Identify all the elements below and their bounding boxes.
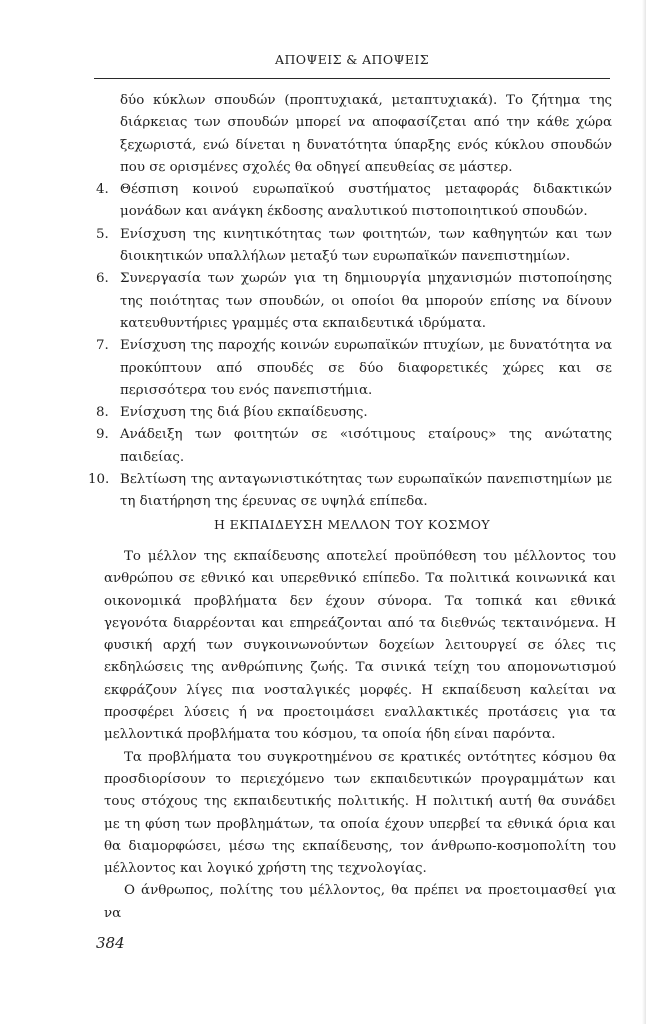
list-item-8 <box>96 402 612 424</box>
list-item-number: 10. <box>88 472 110 488</box>
list-item-7 <box>96 335 612 402</box>
paragraph: Το μέλλον της εκπαίδευσης αποτελεί προϋπόθεση του μέλλοντος του ανθρώπου σε εθνικό και υπερεθνικό επίπεδο. Τα πολιτικά κοινωνικά και οικονομικά προβλήματα δεν έχουν σύνορα. Τα τοπικά και εθνικά γεγονότα διαρρέονται και επηρεάζονται από τα διεθνώς τεκταινόμενα. Η φυσική αρχή των συγκοινωνούντων δοχείων λειτουργεί σε όλες τις εκδηλώσεις της ανθρώπινης ζωής. Τα σινικά τείχη του απομονωτισμού εκφράζουν λίγες πια νοσταλγικές μορφές. Η εκπαίδευση καλείται να προσφέρει λύσεις ή να προετοιμάσει εναλλακτικές προτάσεις για τα μελλοντικά προβλήματα του κόσμου, τα οποία ήδη είναι παρόντα. <box>104 549 616 743</box>
header-rule <box>94 78 610 79</box>
list-item-10 <box>90 469 612 514</box>
list-item-5 <box>96 224 612 269</box>
list-item-text: Συνεργασία των χωρών για τη δημιουργία μηχανισμών πιστοποίησης της ποιότητας των σπουδών, οι οποίοι θα μπορούν επίσης να δίνουν κατευθυντήριες γραμμές στα εκπαιδευτικά ιδρύματα. <box>120 271 612 331</box>
list-item-number: 8. <box>96 405 109 421</box>
list-item-text: δύο κύκλων σπουδών (προπτυχιακά, μεταπτυχιακά). Το ζήτημα της διάρκειας των σπουδών μπορεί να αποφασίζεται από την κάθε χώρα ξεχωριστά, ενώ δίνεται η δυνατότητα ύπαρξης ενός κύκλου σπουδών που σε ορισμένες σχολές θα οδηγεί απευθείας σε μάστερ. <box>120 93 612 175</box>
list-item-number: 7. <box>96 338 109 354</box>
paragraph: Τα προβλήματα του συγκροτημένου σε κρατικές οντότητες κόσμου θα προσδιορίσουν το περιεχόμενο των εκπαιδευτικών προγραμμάτων και τους στόχους της εκπαιδευτικής πολιτικής. Η πολιτική αυτή θα συνάδει με τη φύση των προβλημάτων, τα οποία έχουν υπερβεί τα εθνικά όρια και θα διαμορφώσει, μέσω της εκπαίδευσης, τον άνθρωπο-κοσμοπολίτη του μέλλοντος και λογικό χρήστη της τεχνολογίας. <box>104 749 616 877</box>
list-item-text: Θέσπιση κοινού ευρωπαϊκού συστήματος μεταφοράς διδακτικών μονάδων και ανάγκη έκδοσης αναλυτικού πιστοποιητικού σπουδών. <box>120 182 612 220</box>
list-item-number: 9. <box>96 427 109 443</box>
paragraph: Ο άνθρωπος, πολίτης του μέλλοντος, θα πρέπει να προετοιμασθεί για να <box>104 883 616 921</box>
page-number: 384 <box>96 934 125 952</box>
list-item-number: 6. <box>96 271 109 287</box>
list-item-continuation <box>96 90 612 179</box>
list-item-text: Ενίσχυση της διά βίου εκπαίδευσης. <box>120 405 368 421</box>
list-item-9 <box>96 424 612 469</box>
list-item-text: Ενίσχυση της κινητικότητας των φοιτητών, των καθηγητών και των διοικητικών υπαλλήλων μεταξύ των ευρωπαϊκών πανεπιστημίων. <box>120 226 612 265</box>
list-item-6 <box>96 268 612 335</box>
list-item-text: Ενίσχυση της παροχής κοινών ευρωπαϊκών πτυχίων, με δυνατότητα να προκύπτουν από σπουδές σε δύο διαφορετικές χώρες και σε περισσότερα του ενός πανεπιστήμια. <box>120 338 612 398</box>
list-item-number: 4. <box>96 182 109 198</box>
list-item-text: Βελτίωση της ανταγωνιστικότητας των ευρωπαϊκών πανεπιστημίων με τη διατήρηση της έρευνας σε υψηλά επίπεδα. <box>120 472 612 510</box>
section-title: Η ΕΚΠΑΙΔΕΥΣΗ ΜΕΛΛΟΝ ΤΟΥ ΚΟΣΜΟΥ <box>214 517 490 532</box>
list-item-4 <box>96 179 612 224</box>
page-edge-shadow <box>642 0 646 1024</box>
body-text <box>104 546 616 925</box>
running-header: ΑΠΟΨΕΙΣ & ΑΠΟΨΕΙΣ <box>275 52 429 67</box>
list-item-text: Ανάδειξη των φοιτητών σε «ισότιμους εταίρους» της ανώτατης παιδείας. <box>120 427 612 465</box>
numbered-list <box>88 90 612 514</box>
list-item-number: 5. <box>96 226 109 242</box>
